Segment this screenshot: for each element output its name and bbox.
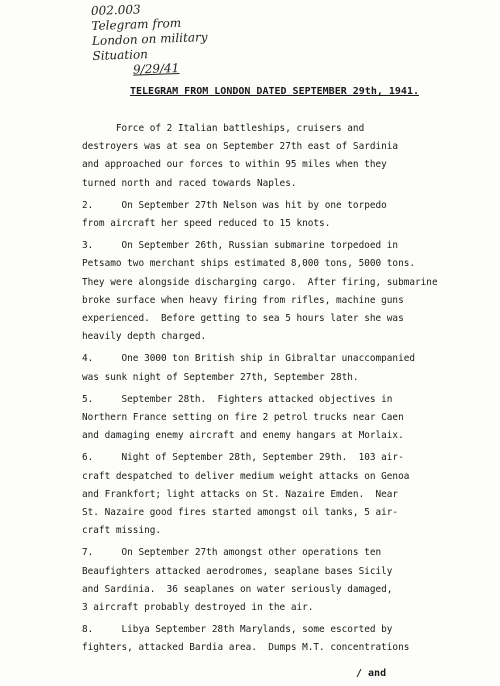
text-line: fighters, attacked Bardia area. Dumps M.T. concentrations: [82, 642, 410, 654]
document-body: [82, 120, 442, 662]
text-line: 3. On September 26th, Russian submarine torpedoed in: [82, 240, 399, 252]
text-line: craft despatched to deliver medium weight attacks on Genoa: [82, 470, 410, 482]
paragraph: [82, 391, 442, 446]
text-line: St. Nazaire good fires started amongst oil tanks, 5 air-: [82, 507, 399, 519]
text-line: was sunk night of September 27th, September 28th.: [82, 371, 359, 383]
paragraph: [82, 449, 442, 540]
text-line: 4. One 3000 ton British ship in Gibraltar unaccompanied: [82, 353, 416, 365]
note-line: Situation: [92, 47, 149, 64]
text-line: and approached our forces to within 95 miles when they: [82, 159, 387, 171]
continuation-marker: / and: [356, 668, 387, 679]
text-line: experienced. Before getting to sea 5 hours later she was: [82, 313, 404, 325]
paragraph: [82, 544, 442, 617]
text-line: and damaging enemy aircraft and enemy hangars at Morlaix.: [82, 430, 404, 442]
text-line: turned north and raced towards Naples.: [82, 177, 297, 189]
paragraph: [82, 350, 442, 386]
paragraph: [82, 120, 442, 193]
text-line: 6. Night of September 28th, September 29th. 103 air-: [82, 452, 404, 464]
text-line: 2. On September 27th Nelson was hit by one torpedo: [82, 199, 387, 211]
text-line: and Sardinia. 36 seaplanes on water seriously damaged,: [82, 583, 393, 595]
text-line: Petsamo two merchant ships estimated 8,000 tons, 5000 tons.: [82, 258, 416, 270]
text-line: and Frankfort; light attacks on St. Nazaire Emden. Near: [82, 488, 399, 500]
note-date: 9/29/41: [132, 60, 180, 77]
text-line: 5. September 28th. Fighters attacked objectives in: [82, 393, 393, 405]
text-line: broke surface when heavy firing from rifles, machine guns: [82, 294, 404, 306]
text-line: 7. On September 27th amongst other operations ten: [82, 547, 382, 559]
text-line: 3 aircraft probably destroyed in the air.: [82, 602, 314, 614]
text-line: heavily depth charged.: [82, 331, 207, 343]
note-line: 002.003: [90, 2, 141, 19]
text-line: destroyers was at sea on September 27th east of Sardinia: [82, 141, 399, 153]
document-title: TELEGRAM FROM LONDON DATED SEPTEMBER 29th, 1941.: [130, 86, 419, 97]
note-line: London on military: [91, 29, 208, 49]
paragraph: [82, 621, 442, 657]
text-line: 8. Libya September 28th Marylands, some escorted by: [82, 624, 393, 636]
text-line: craft missing.: [82, 525, 162, 537]
text-line: from aircraft her speed reduced to 15 knots.: [82, 218, 331, 230]
handwritten-note: [91, 0, 209, 79]
paragraph: [82, 237, 442, 346]
text-line: Force of 2 Italian battleships, cruisers and: [82, 123, 365, 134]
text-line: They were alongside discharging cargo. After firing, submarine: [82, 276, 438, 288]
paragraph: [82, 197, 442, 233]
text-line: Northern France setting on fire 2 petrol trucks near Caen: [82, 412, 404, 424]
text-line: Beaufighters attacked aerodromes, seaplane bases Sicily: [82, 565, 393, 577]
note-line: Telegram from: [91, 15, 182, 34]
